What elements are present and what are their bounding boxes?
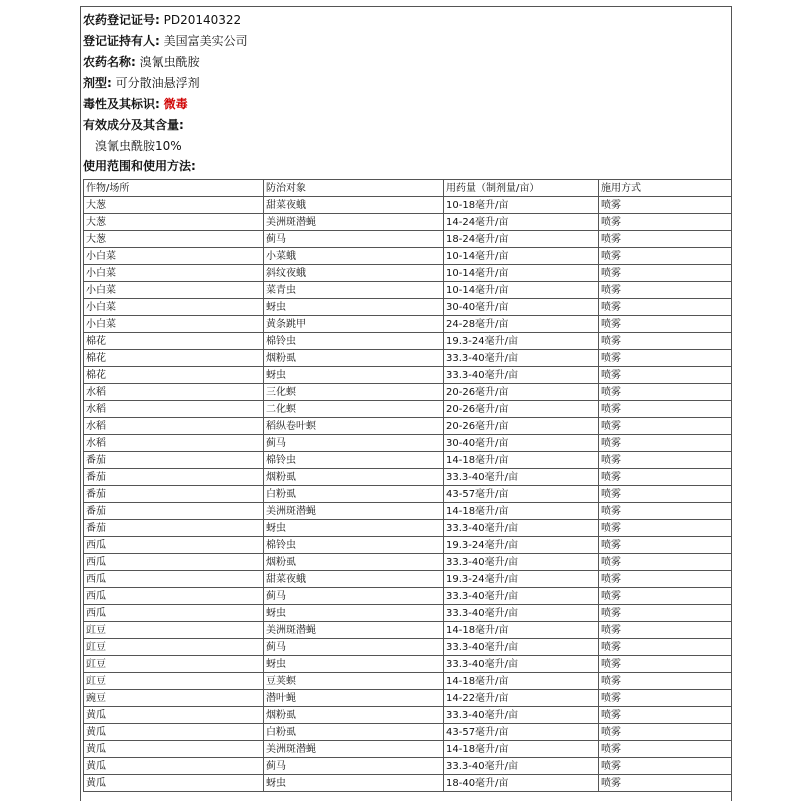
crop-cell: 黄瓜 [84, 758, 264, 775]
header-method: 施用方式 [599, 180, 732, 197]
target-cell: 蓟马 [264, 588, 444, 605]
holder-label: 登记证持有人: [83, 34, 160, 48]
pesticide-name: 溴氰虫酰胺 [139, 55, 200, 69]
target-cell: 白粉虱 [264, 724, 444, 741]
dosage-cell: 18-24毫升/亩 [444, 231, 599, 248]
table-row [84, 571, 732, 588]
target-cell: 美洲斑潜蝇 [264, 214, 444, 231]
crop-cell: 豇豆 [84, 639, 264, 656]
method-cell: 喷雾 [599, 333, 732, 350]
target-cell: 小菜蛾 [264, 248, 444, 265]
table-row [84, 231, 732, 248]
table-row [84, 418, 732, 435]
target-cell: 菜青虫 [264, 282, 444, 299]
dosage-cell: 14-22毫升/亩 [444, 690, 599, 707]
method-cell: 喷雾 [599, 554, 732, 571]
dosage-cell: 14-18毫升/亩 [444, 673, 599, 690]
toxicity-value: 微毒 [163, 97, 188, 111]
dosage-cell: 43-57毫升/亩 [444, 486, 599, 503]
table-row [84, 724, 732, 741]
pesticide-name-label: 农药名称: [83, 55, 136, 69]
method-cell: 喷雾 [599, 248, 732, 265]
table-row [84, 401, 732, 418]
method-cell: 喷雾 [599, 265, 732, 282]
table-row [84, 741, 732, 758]
target-cell: 稻纵卷叶螟 [264, 418, 444, 435]
table-row [84, 282, 732, 299]
dosage-cell: 43-57毫升/亩 [444, 724, 599, 741]
crop-cell: 小白菜 [84, 248, 264, 265]
target-cell: 烟粉虱 [264, 707, 444, 724]
crop-cell: 水稻 [84, 401, 264, 418]
method-cell: 喷雾 [599, 741, 732, 758]
table-row [84, 333, 732, 350]
dosage-cell: 14-18毫升/亩 [444, 622, 599, 639]
target-cell: 蓟马 [264, 639, 444, 656]
table-row [84, 214, 732, 231]
dosage-cell: 14-24毫升/亩 [444, 214, 599, 231]
method-cell: 喷雾 [599, 452, 732, 469]
target-cell: 蓟马 [264, 231, 444, 248]
method-cell: 喷雾 [599, 758, 732, 775]
crop-cell: 大葱 [84, 231, 264, 248]
table-row [84, 469, 732, 486]
crop-cell: 棉花 [84, 367, 264, 384]
method-cell: 喷雾 [599, 418, 732, 435]
dosage-cell: 33.3-40毫升/亩 [444, 350, 599, 367]
formulation-label: 剂型: [83, 76, 112, 90]
method-cell: 喷雾 [599, 350, 732, 367]
header-target: 防治对象 [264, 180, 444, 197]
target-cell: 蓟马 [264, 435, 444, 452]
method-cell: 喷雾 [599, 673, 732, 690]
target-cell: 美洲斑潜蝇 [264, 741, 444, 758]
crop-cell: 小白菜 [84, 316, 264, 333]
dosage-cell: 33.3-40毫升/亩 [444, 758, 599, 775]
table-row [84, 520, 732, 537]
target-cell: 甜菜夜蛾 [264, 197, 444, 214]
target-cell: 黄条跳甲 [264, 316, 444, 333]
crop-cell: 黄瓜 [84, 707, 264, 724]
crop-cell: 豌豆 [84, 690, 264, 707]
dosage-cell: 20-26毫升/亩 [444, 384, 599, 401]
method-cell: 喷雾 [599, 214, 732, 231]
registration-number-label: 农药登记证号: [83, 13, 160, 27]
method-cell: 喷雾 [599, 639, 732, 656]
dosage-cell: 33.3-40毫升/亩 [444, 554, 599, 571]
crop-cell: 黄瓜 [84, 775, 264, 792]
formulation-line [83, 74, 200, 92]
dosage-cell: 10-14毫升/亩 [444, 265, 599, 282]
header-crop: 作物/场所 [84, 180, 264, 197]
crop-cell: 番茄 [84, 469, 264, 486]
target-cell: 二化螟 [264, 401, 444, 418]
target-cell: 三化螟 [264, 384, 444, 401]
target-cell: 蚜虫 [264, 367, 444, 384]
crop-cell: 番茄 [84, 486, 264, 503]
dosage-cell: 33.3-40毫升/亩 [444, 707, 599, 724]
method-cell: 喷雾 [599, 367, 732, 384]
crop-cell: 水稻 [84, 384, 264, 401]
dosage-cell: 10-14毫升/亩 [444, 282, 599, 299]
crop-cell: 黄瓜 [84, 724, 264, 741]
dosage-cell: 33.3-40毫升/亩 [444, 656, 599, 673]
method-cell: 喷雾 [599, 775, 732, 792]
crop-cell: 小白菜 [84, 265, 264, 282]
target-cell: 美洲斑潜蝇 [264, 503, 444, 520]
dosage-cell: 19.3-24毫升/亩 [444, 333, 599, 350]
crop-cell: 棉花 [84, 333, 264, 350]
table-row [84, 265, 732, 282]
table-row [84, 537, 732, 554]
target-cell: 蚜虫 [264, 299, 444, 316]
ingredient-line [83, 137, 182, 155]
registration-document [80, 6, 732, 801]
method-cell: 喷雾 [599, 571, 732, 588]
dosage-cell: 24-28毫升/亩 [444, 316, 599, 333]
method-cell: 喷雾 [599, 707, 732, 724]
method-cell: 喷雾 [599, 435, 732, 452]
target-cell: 蚜虫 [264, 656, 444, 673]
target-cell: 烟粉虱 [264, 469, 444, 486]
dosage-cell: 20-26毫升/亩 [444, 401, 599, 418]
target-cell: 棉铃虫 [264, 537, 444, 554]
method-cell: 喷雾 [599, 282, 732, 299]
target-cell: 潜叶蝇 [264, 690, 444, 707]
pesticide-name-line [83, 53, 200, 71]
target-cell: 豆荚螟 [264, 673, 444, 690]
method-cell: 喷雾 [599, 503, 732, 520]
table-row [84, 248, 732, 265]
registration-number: PD20140322 [163, 13, 242, 27]
method-cell: 喷雾 [599, 299, 732, 316]
crop-cell: 水稻 [84, 435, 264, 452]
crop-cell: 棉花 [84, 350, 264, 367]
dosage-cell: 10-14毫升/亩 [444, 248, 599, 265]
ingredient-value: 溴氰虫酰胺10% [95, 139, 182, 153]
table-row [84, 316, 732, 333]
target-cell: 蚜虫 [264, 605, 444, 622]
target-cell: 棉铃虫 [264, 333, 444, 350]
crop-cell: 小白菜 [84, 299, 264, 316]
target-cell: 蓟马 [264, 758, 444, 775]
table-row [84, 554, 732, 571]
table-row [84, 486, 732, 503]
dosage-cell: 20-26毫升/亩 [444, 418, 599, 435]
crop-cell: 西瓜 [84, 588, 264, 605]
table-row [84, 758, 732, 775]
target-cell: 白粉虱 [264, 486, 444, 503]
crop-cell: 大葱 [84, 214, 264, 231]
method-cell: 喷雾 [599, 622, 732, 639]
dosage-cell: 10-18毫升/亩 [444, 197, 599, 214]
ingredient-label: 有效成分及其含量: [83, 118, 184, 132]
table-row [84, 384, 732, 401]
crop-cell: 豇豆 [84, 673, 264, 690]
table-row [84, 299, 732, 316]
method-cell: 喷雾 [599, 231, 732, 248]
table-row [84, 367, 732, 384]
method-cell: 喷雾 [599, 469, 732, 486]
dosage-cell: 19.3-24毫升/亩 [444, 571, 599, 588]
method-cell: 喷雾 [599, 384, 732, 401]
table-row [84, 350, 732, 367]
crop-cell: 豇豆 [84, 656, 264, 673]
method-cell: 喷雾 [599, 520, 732, 537]
table-row [84, 775, 732, 792]
dosage-cell: 33.3-40毫升/亩 [444, 367, 599, 384]
method-cell: 喷雾 [599, 588, 732, 605]
method-cell: 喷雾 [599, 690, 732, 707]
table-row [84, 197, 732, 214]
dosage-cell: 33.3-40毫升/亩 [444, 605, 599, 622]
method-cell: 喷雾 [599, 486, 732, 503]
dosage-cell: 33.3-40毫升/亩 [444, 520, 599, 537]
crop-cell: 西瓜 [84, 571, 264, 588]
crop-cell: 西瓜 [84, 554, 264, 571]
usage-heading [83, 157, 196, 175]
dosage-cell: 14-18毫升/亩 [444, 452, 599, 469]
dosage-cell: 14-18毫升/亩 [444, 503, 599, 520]
crop-cell: 豇豆 [84, 622, 264, 639]
target-cell: 烟粉虱 [264, 350, 444, 367]
table-header-row [84, 180, 732, 197]
crop-cell: 水稻 [84, 418, 264, 435]
crop-cell: 番茄 [84, 452, 264, 469]
method-cell: 喷雾 [599, 724, 732, 741]
table-row [84, 452, 732, 469]
table-row [84, 605, 732, 622]
dosage-cell: 33.3-40毫升/亩 [444, 469, 599, 486]
crop-cell: 大葱 [84, 197, 264, 214]
target-cell: 棉铃虫 [264, 452, 444, 469]
table-row [84, 503, 732, 520]
target-cell: 蚜虫 [264, 520, 444, 537]
dosage-cell: 18-40毫升/亩 [444, 775, 599, 792]
dosage-cell: 30-40毫升/亩 [444, 435, 599, 452]
method-cell: 喷雾 [599, 401, 732, 418]
table-row [84, 639, 732, 656]
toxicity-line [83, 95, 188, 113]
crop-cell: 番茄 [84, 520, 264, 537]
crop-cell: 西瓜 [84, 537, 264, 554]
table-row [84, 656, 732, 673]
target-cell: 蚜虫 [264, 775, 444, 792]
table-row [84, 588, 732, 605]
target-cell: 斜纹夜蛾 [264, 265, 444, 282]
formulation-value: 可分散油悬浮剂 [115, 76, 200, 90]
usage-table [83, 179, 732, 792]
target-cell: 烟粉虱 [264, 554, 444, 571]
holder-value: 美国富美实公司 [163, 34, 248, 48]
dosage-cell: 30-40毫升/亩 [444, 299, 599, 316]
crop-cell: 黄瓜 [84, 741, 264, 758]
crop-cell: 西瓜 [84, 605, 264, 622]
registration-number-line [83, 11, 241, 29]
header-dosage: 用药量（制剂量/亩） [444, 180, 599, 197]
crop-cell: 番茄 [84, 503, 264, 520]
table-row [84, 673, 732, 690]
table-body [84, 197, 732, 792]
usage-label: 使用范围和使用方法: [83, 159, 196, 173]
dosage-cell: 33.3-40毫升/亩 [444, 639, 599, 656]
method-cell: 喷雾 [599, 537, 732, 554]
method-cell: 喷雾 [599, 656, 732, 673]
crop-cell: 小白菜 [84, 282, 264, 299]
toxicity-label: 毒性及其标识: [83, 97, 160, 111]
table-row [84, 435, 732, 452]
dosage-cell: 19.3-24毫升/亩 [444, 537, 599, 554]
method-cell: 喷雾 [599, 316, 732, 333]
table-row [84, 690, 732, 707]
holder-line [83, 32, 248, 50]
table-row [84, 622, 732, 639]
target-cell: 美洲斑潜蝇 [264, 622, 444, 639]
dosage-cell: 33.3-40毫升/亩 [444, 588, 599, 605]
target-cell: 甜菜夜蛾 [264, 571, 444, 588]
dosage-cell: 14-18毫升/亩 [444, 741, 599, 758]
method-cell: 喷雾 [599, 197, 732, 214]
method-cell: 喷雾 [599, 605, 732, 622]
table-row [84, 707, 732, 724]
ingredient-heading [83, 116, 184, 134]
